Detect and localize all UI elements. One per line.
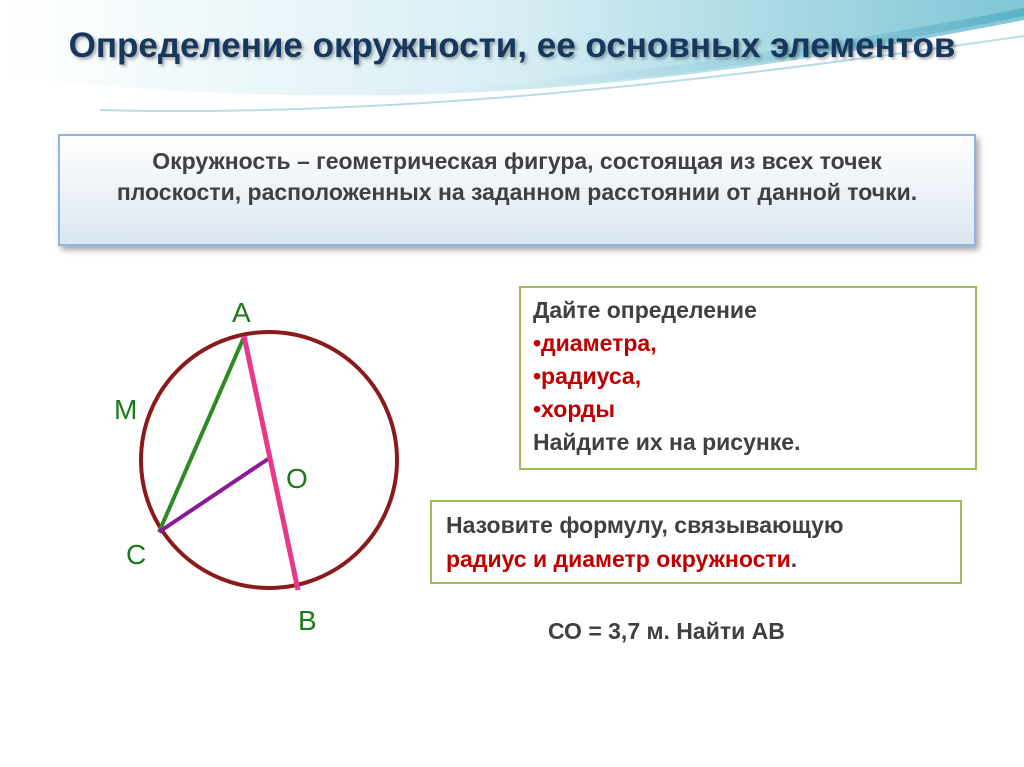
slide-title: Определение окружности, ее основных элементов: [68, 26, 956, 65]
circle-figure: [74, 262, 454, 672]
task-outro: Найдите их на рисунке.: [533, 429, 801, 455]
task-intro: Дайте определение: [533, 297, 757, 323]
formula-line-1: Назовите формулу, связывающую: [446, 512, 844, 538]
formula-line-2-red: радиус и диаметр окружности: [446, 546, 791, 572]
header-wave-decoration: [0, 0, 1024, 140]
task-item-chord: •хорды: [533, 396, 616, 422]
label-m: M: [114, 394, 138, 425]
formula-box: [430, 500, 962, 584]
label-b: B: [298, 605, 317, 636]
label-a: A: [232, 297, 251, 328]
task-item-diameter: •диаметра,: [533, 330, 657, 356]
formula-line-2-end: .: [790, 546, 798, 572]
formula-line-2: [446, 542, 946, 576]
problem-text: СО = 3,7 м. Найти АВ: [548, 618, 785, 644]
label-o: O: [286, 463, 308, 494]
task-item-radius: •радиуса,: [533, 363, 642, 389]
task-box: [519, 286, 977, 470]
definition-box: [58, 134, 976, 246]
circle-figure-svg: [74, 262, 454, 672]
label-c: C: [126, 539, 147, 570]
definition-text: Окружность – геометрическая фигура, состоящая из всех точек плоскости, расположенных на заданном расстоянии от данной точки.: [116, 148, 918, 205]
